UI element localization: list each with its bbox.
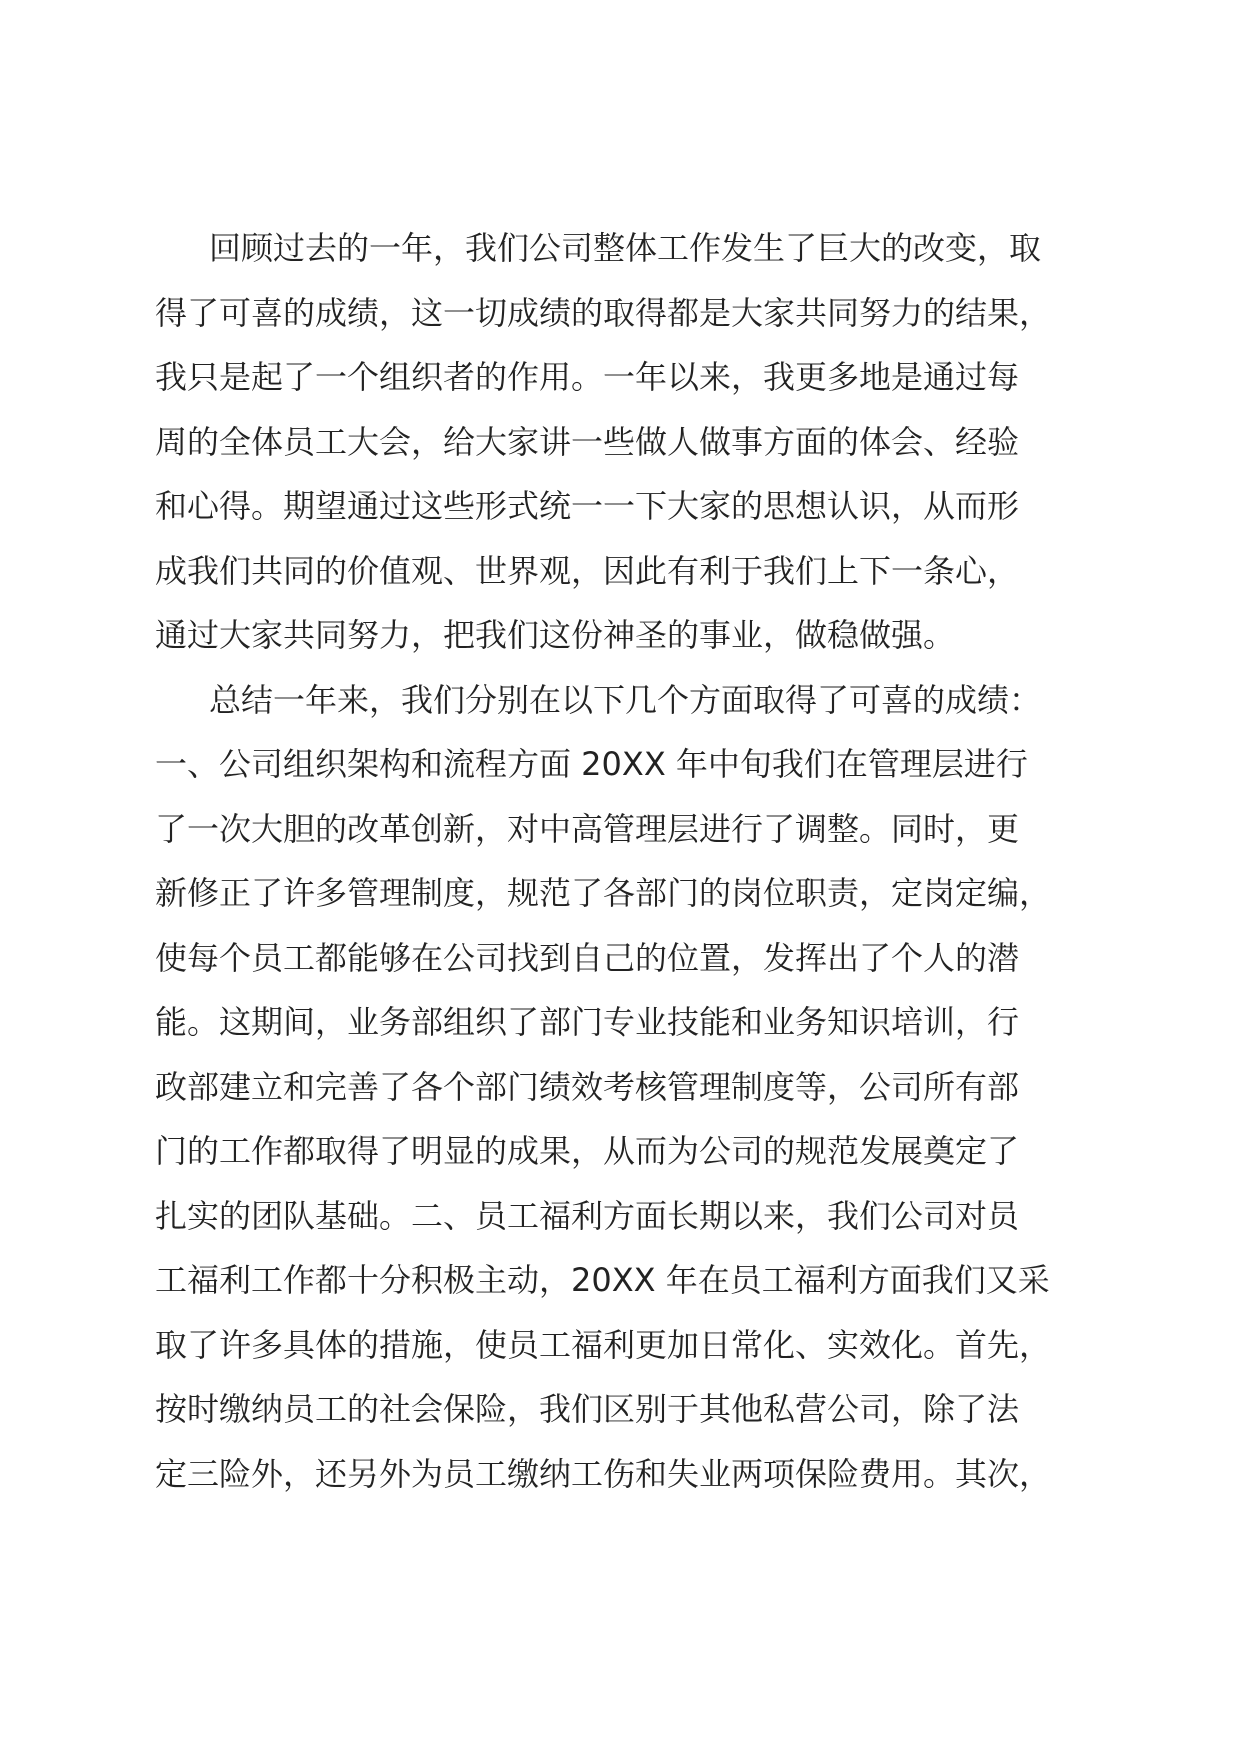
paragraph-2-line: 工福利工作都十分积极主动，20XX 年在员工福利方面我们又采 bbox=[155, 1261, 1050, 1299]
paragraph-2-line: 了一次大胆的改革创新，对中高管理层进行了调整。同时，更 bbox=[155, 809, 1020, 848]
paragraph-1-line: 得了可喜的成绩，这一切成绩的取得都是大家共同努力的结果， bbox=[155, 293, 1052, 332]
paragraph-1-line: 周的全体员工大会，给大家讲一些做人做事方面的体会、经验 bbox=[155, 422, 1020, 461]
paragraph-2-line: 门的工作都取得了明显的成果，从而为公司的规范发展奠定了 bbox=[155, 1132, 1020, 1170]
paragraph-1-line: 回顾过去的一年，我们公司整体工作发生了巨大的改变，取 bbox=[209, 229, 1042, 267]
paragraph-2-line: 总结一年来，我们分别在以下几个方面取得了可喜的成绩： bbox=[209, 680, 1042, 719]
paragraph-1-line: 成我们共同的价值观、世界观，因此有利于我们上下一条心， bbox=[155, 551, 1020, 590]
document-body bbox=[155, 216, 1095, 1506]
paragraph-2-line: 新修正了许多管理制度，规范了各部门的岗位职责，定岗定编， bbox=[155, 874, 1052, 912]
paragraph-2-line: 一、公司组织架构和流程方面 20XX 年中旬我们在管理层进行 bbox=[155, 745, 1028, 783]
paragraph-2-line: 能。这期间，业务部组织了部门专业技能和业务知识培训，行 bbox=[155, 1003, 1020, 1041]
paragraph-2-line: 扎实的团队基础。二、员工福利方面长期以来，我们公司对员 bbox=[155, 1196, 1020, 1235]
paragraph-1-line: 通过大家共同努力，把我们这份神圣的事业，做稳做强。 bbox=[155, 616, 956, 654]
paragraph-2-line: 按时缴纳员工的社会保险，我们区别于其他私营公司，除了法 bbox=[155, 1390, 1020, 1428]
paragraph-2-line: 政部建立和完善了各个部门绩效考核管理制度等，公司所有部 bbox=[155, 1067, 1020, 1106]
paragraph-2-line: 使每个员工都能够在公司找到自己的位置，发挥出了个人的潜 bbox=[155, 938, 1020, 977]
paragraph-1-line: 和心得。期望通过这些形式统一一下大家的思想认识，从而形 bbox=[155, 487, 1020, 525]
paragraph-2-line: 定三险外，还另外为员工缴纳工伤和失业两项保险费用。其次， bbox=[155, 1454, 1052, 1493]
paragraph-2-line: 取了许多具体的措施，使员工福利更加日常化、实效化。首先， bbox=[155, 1325, 1052, 1364]
paragraph-1-line: 我只是起了一个组织者的作用。一年以来，我更多地是通过每 bbox=[155, 358, 1020, 396]
